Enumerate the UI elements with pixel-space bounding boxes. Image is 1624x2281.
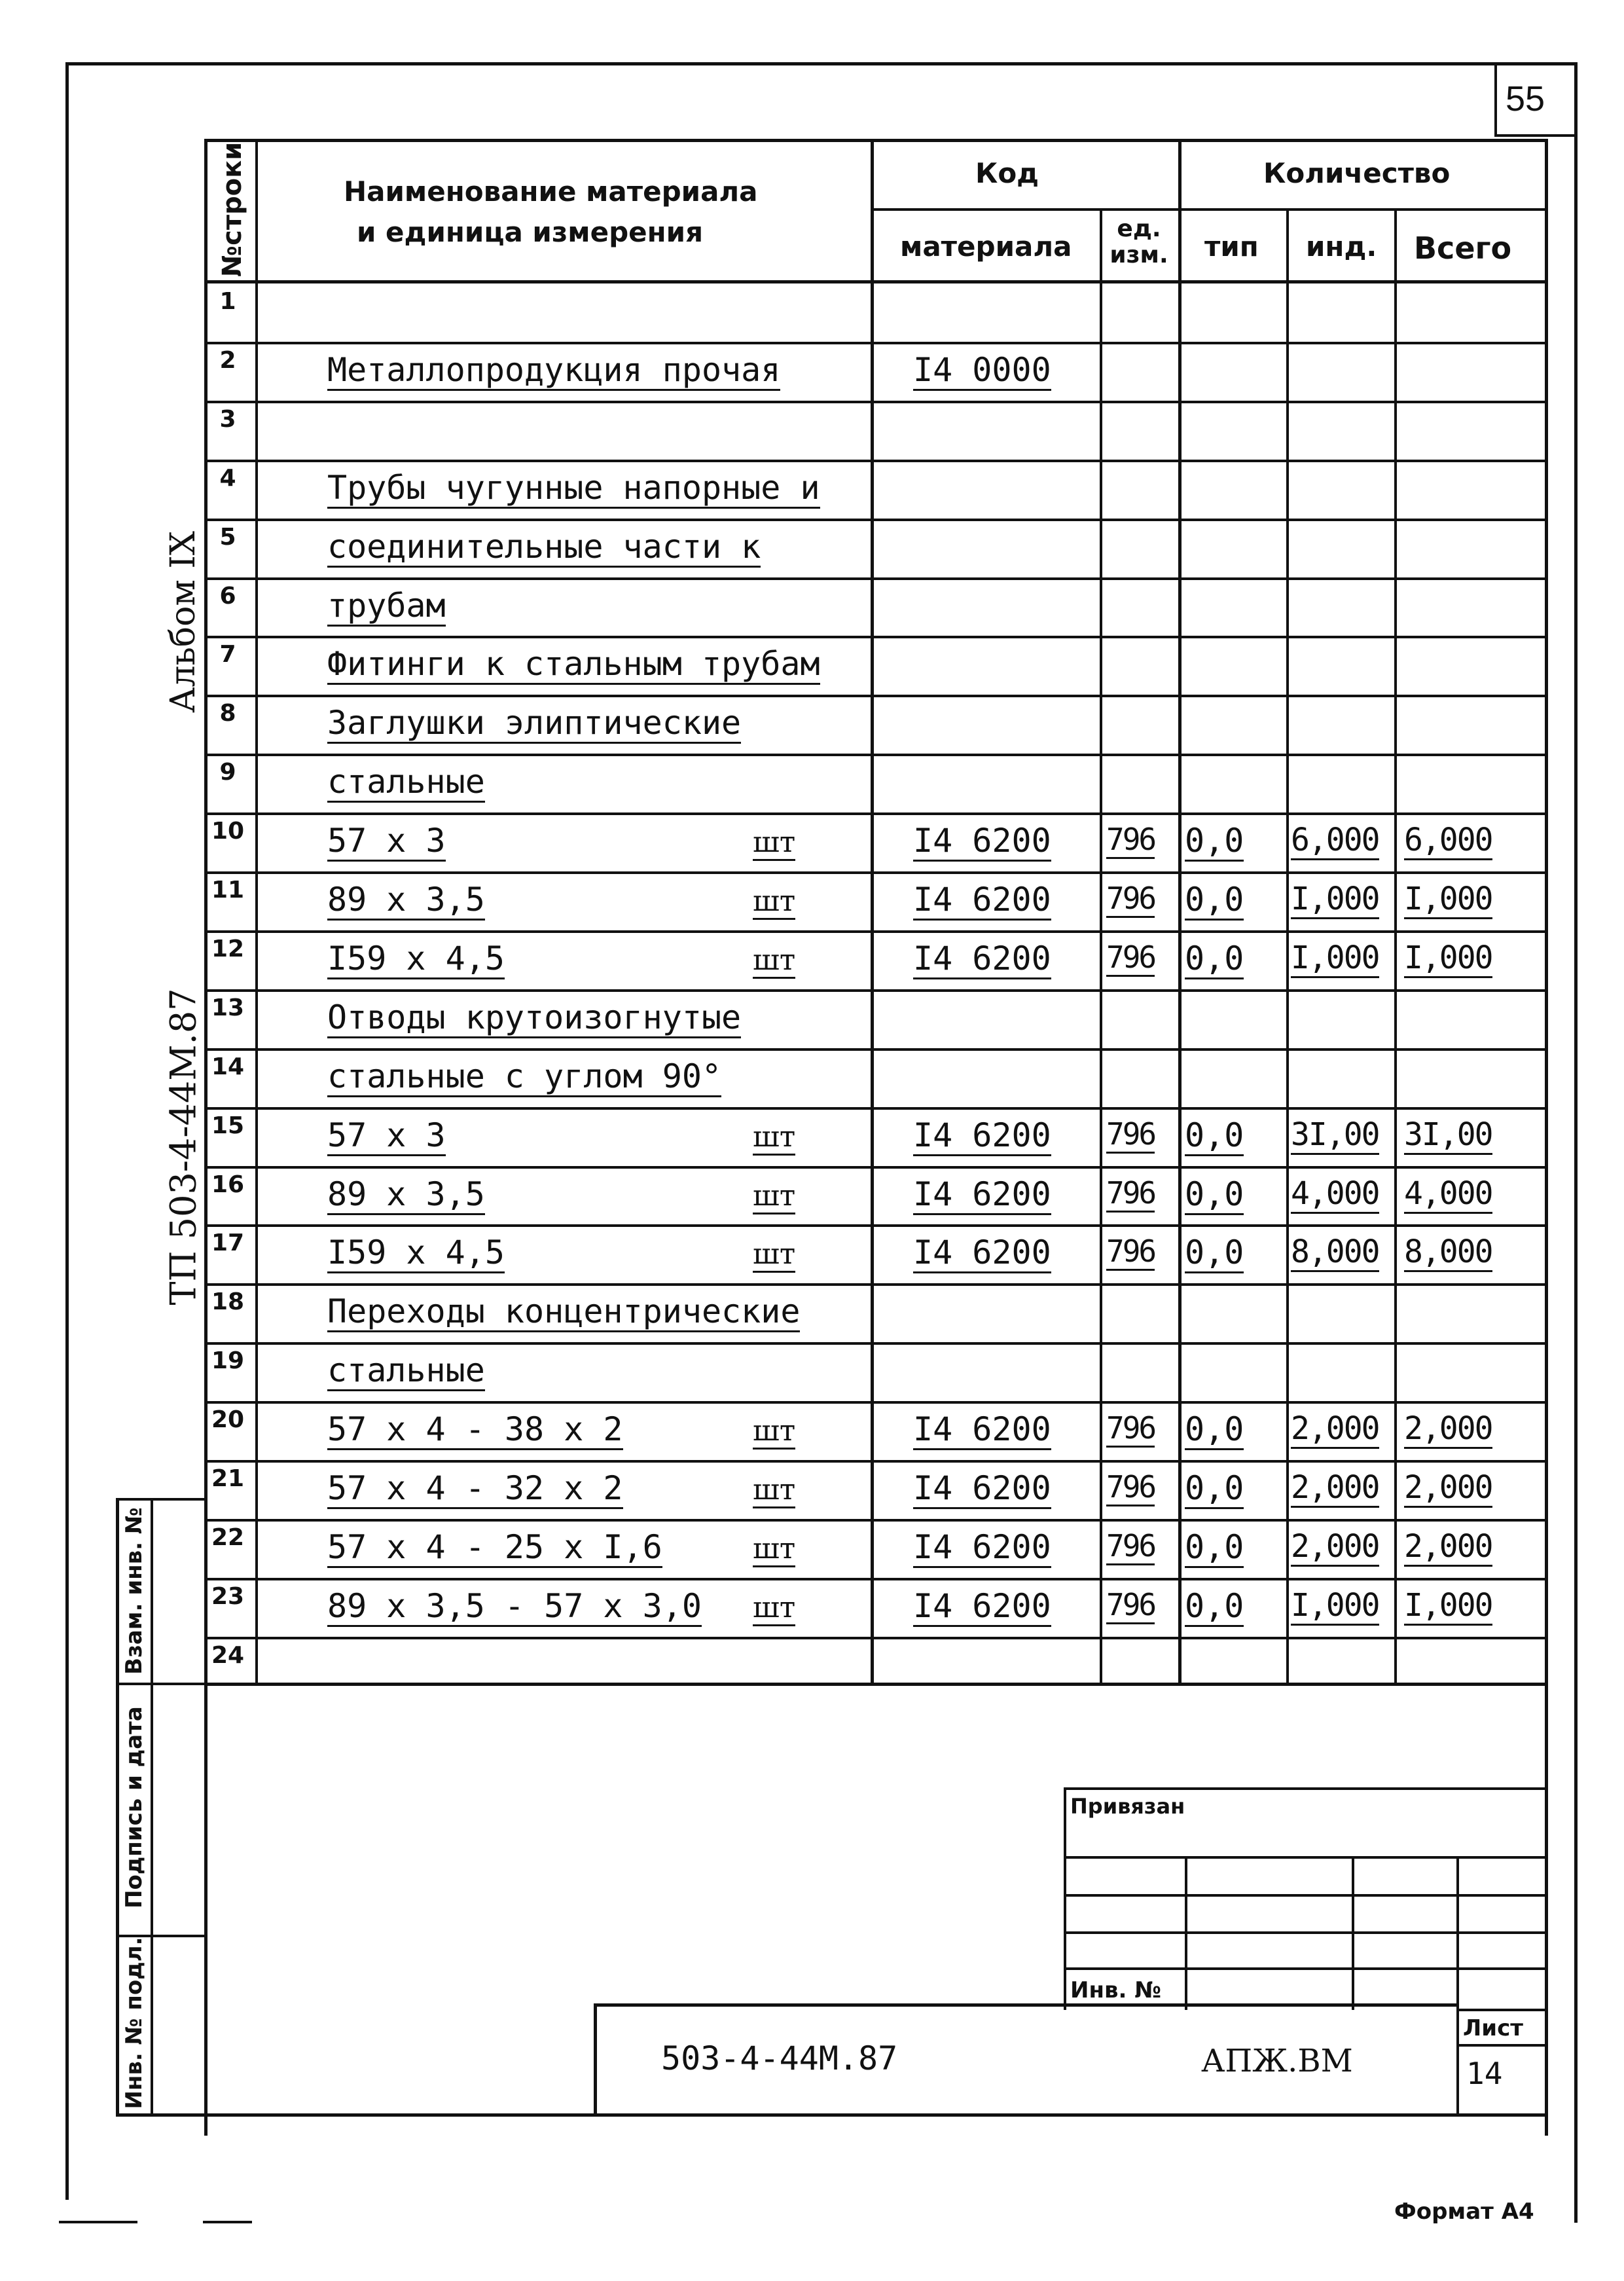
row-ind: 2,000	[1291, 1410, 1379, 1449]
row-name: Переходы концентрические	[327, 1292, 800, 1332]
row-name: стальные	[327, 1351, 485, 1391]
row-separator	[204, 989, 1547, 992]
row-separator	[204, 695, 1547, 697]
row-number: 20	[211, 1406, 245, 1433]
row-unit-code: 796	[1106, 1116, 1155, 1154]
row-code: I4 6200	[913, 1116, 1051, 1156]
row-unit-name: шт	[753, 1414, 795, 1450]
row-unit-code: 796	[1106, 1175, 1155, 1213]
row-unit-name: шт	[753, 1179, 795, 1214]
bottom-dash-1	[59, 2221, 137, 2223]
row-total: 8,000	[1404, 1233, 1492, 1272]
header-unit: ед. изм.	[1110, 215, 1168, 268]
row-number: 6	[219, 583, 236, 610]
col-ind-right	[1394, 208, 1397, 1684]
row-unit-name: шт	[753, 885, 795, 920]
row-number: 15	[211, 1112, 245, 1139]
sheet-label-sep	[1456, 2044, 1548, 2047]
row-ind: 6,000	[1291, 822, 1379, 860]
row-separator	[204, 519, 1547, 521]
mark: АПЖ.ВМ	[1201, 2043, 1353, 2079]
header-bottom	[204, 280, 1547, 283]
row-number: 5	[219, 524, 236, 551]
project-code-side: ТП 503-4-44М.87	[162, 988, 204, 1305]
row-name: 57 x 4 - 38 x 2	[327, 1410, 623, 1450]
row-name: Отводы крутоизогнутые	[327, 998, 741, 1038]
row-unit-name: шт	[753, 1532, 795, 1567]
row-total: 2,000	[1404, 1410, 1492, 1449]
row-type: 0,0	[1185, 940, 1244, 979]
row-number: 2	[219, 347, 236, 374]
row-unit-code: 796	[1106, 881, 1155, 918]
row-type: 0,0	[1185, 1469, 1244, 1509]
inv-label: Инв. № подл.	[121, 1937, 147, 2109]
row-number: 21	[211, 1465, 245, 1492]
col-table-right	[1545, 139, 1548, 2136]
row-code: I4 6200	[913, 940, 1051, 979]
row-number: 8	[219, 700, 236, 727]
sheet-label: Лист	[1463, 2015, 1523, 2041]
row-code: I4 6200	[913, 822, 1051, 862]
row-number: 11	[211, 877, 245, 903]
row-code: I4 6200	[913, 1233, 1051, 1273]
header-total: Всего	[1414, 230, 1512, 266]
row-code: I4 6200	[913, 1469, 1051, 1509]
tb-row2	[1064, 1894, 1548, 1897]
strip-bottom	[116, 2113, 1548, 2117]
header-ind: инд.	[1306, 230, 1377, 263]
tb-row3	[1064, 1931, 1548, 1934]
row-ind: 2,000	[1291, 1528, 1379, 1567]
row-number: 22	[211, 1524, 245, 1551]
row-number: 4	[219, 465, 236, 492]
col-material-right	[1100, 208, 1102, 1684]
row-name: Металлопродукция прочая	[327, 351, 780, 391]
header-code: Код	[975, 157, 1039, 189]
row-name: Фитинги к стальным трубам	[327, 645, 820, 685]
bottom-dash-2	[203, 2221, 252, 2223]
row-ind: 2,000	[1291, 1469, 1379, 1508]
row-separator	[204, 1460, 1547, 1463]
page-box-left	[1494, 62, 1497, 136]
row-number: 10	[211, 818, 245, 845]
col-type-right	[1286, 208, 1289, 1684]
strip-mid	[151, 1499, 153, 2115]
row-separator	[204, 1519, 1547, 1522]
row-separator	[204, 812, 1547, 815]
row-type: 0,0	[1185, 822, 1244, 862]
row-separator	[204, 460, 1547, 462]
tb-col2	[1352, 1856, 1354, 2010]
row-unit-code: 796	[1106, 822, 1155, 859]
row-separator	[204, 871, 1547, 874]
row-name: 89 x 3,5 - 57 x 3,0	[327, 1587, 702, 1627]
privyazan-label: Привязан	[1070, 1794, 1185, 1819]
row-code: I4 6200	[913, 1410, 1051, 1450]
main-stamp-top-right	[1456, 2009, 1548, 2011]
row-name: 57 x 4 - 25 x I,6	[327, 1528, 662, 1568]
header-type: тип	[1204, 230, 1259, 263]
tb-col1	[1185, 1856, 1187, 2010]
row-ind: 4,000	[1291, 1175, 1379, 1214]
format-label: Формат А4	[1394, 2199, 1534, 2225]
row-code: I4 6200	[913, 1587, 1051, 1627]
row-ind: I,000	[1291, 940, 1379, 978]
row-ind: 3I,00	[1291, 1116, 1379, 1155]
inv-no-label: Инв. №	[1070, 1977, 1162, 2003]
strip-left	[116, 1499, 119, 2115]
row-code: I4 6200	[913, 1528, 1051, 1568]
row-unit-code: 796	[1106, 1233, 1155, 1271]
row-total: I,000	[1404, 940, 1492, 978]
row-separator	[204, 1578, 1547, 1580]
row-unit-code: 796	[1106, 940, 1155, 977]
col-left	[204, 139, 208, 2136]
row-number: 17	[211, 1230, 245, 1256]
row-unit-name: шт	[753, 826, 795, 861]
row-name: стальные	[327, 763, 485, 803]
row-total: 2,000	[1404, 1469, 1492, 1508]
row-total: I,000	[1404, 1587, 1492, 1626]
col-name-right	[871, 139, 874, 1684]
header-material: материала	[900, 230, 1072, 263]
header-name-line2: и единица измерения	[357, 216, 704, 248]
row-name: 57 x 3	[327, 822, 446, 862]
row-type: 0,0	[1185, 1116, 1244, 1156]
row-separator	[204, 577, 1547, 580]
frame-top	[65, 62, 1578, 65]
page-number: 55	[1506, 79, 1545, 119]
row-total: I,000	[1404, 881, 1492, 919]
row-name: I59 x 4,5	[327, 940, 505, 979]
table-top	[204, 139, 1547, 142]
row-code: I4 0000	[913, 351, 1051, 391]
row-ind: 8,000	[1291, 1233, 1379, 1272]
row-code: I4 6200	[913, 881, 1051, 921]
row-type: 0,0	[1185, 1175, 1244, 1215]
row-unit-name: шт	[753, 943, 795, 979]
row-type: 0,0	[1185, 881, 1244, 921]
row-separator	[204, 342, 1547, 344]
header-mid	[871, 208, 1547, 211]
header-name-line1: Наименование материала	[344, 175, 758, 208]
row-type: 0,0	[1185, 1410, 1244, 1450]
row-unit-code: 796	[1106, 1528, 1155, 1565]
main-stamp-left	[594, 2003, 597, 2116]
header-row-no: №строки	[217, 141, 247, 277]
row-separator	[204, 1401, 1547, 1404]
page-box-bottom	[1494, 134, 1578, 137]
row-unit-name: шт	[753, 1591, 795, 1626]
row-number: 12	[211, 936, 245, 962]
row-name: I59 x 4,5	[327, 1233, 505, 1273]
doc-code: 503-4-44М.87	[661, 2039, 898, 2077]
col-code-right	[1178, 139, 1182, 1684]
row-type: 0,0	[1185, 1528, 1244, 1568]
row-type: 0,0	[1185, 1233, 1244, 1273]
tb-left	[1064, 1787, 1066, 2010]
row-separator	[204, 1166, 1547, 1169]
row-unit-code: 796	[1106, 1410, 1155, 1448]
tb-top	[1064, 1787, 1548, 1790]
row-name: Трубы чугунные напорные и	[327, 469, 820, 509]
row-number: 7	[219, 641, 236, 668]
row-name: Заглушки элиптические	[327, 704, 741, 744]
row-total: 2,000	[1404, 1528, 1492, 1567]
row-separator	[204, 1224, 1547, 1227]
row-separator	[204, 930, 1547, 933]
row-separator	[204, 401, 1547, 403]
album-label: Альбом IX	[164, 531, 203, 713]
row-name: соединительные части к	[327, 528, 761, 568]
row-separator	[204, 1107, 1547, 1110]
row-unit-name: шт	[753, 1120, 795, 1156]
row-separator	[204, 1637, 1547, 1639]
row-number: 9	[219, 759, 236, 786]
frame-left	[65, 62, 69, 2200]
row-name: 89 x 3,5	[327, 1175, 485, 1215]
frame-right	[1574, 62, 1578, 2223]
header-quantity: Количество	[1263, 157, 1451, 189]
table-bottom	[204, 1683, 1547, 1686]
row-name: трубам	[327, 587, 446, 627]
tb-row1	[1064, 1856, 1548, 1859]
tb-row4	[1064, 1967, 1548, 1970]
row-unit-code: 796	[1106, 1469, 1155, 1506]
row-name: 57 x 4 - 32 x 2	[327, 1469, 623, 1509]
row-ind: I,000	[1291, 881, 1379, 919]
tb-col3	[1456, 1856, 1459, 2115]
row-separator	[204, 1283, 1547, 1286]
row-number: 14	[211, 1053, 245, 1080]
main-stamp-top	[594, 2003, 1458, 2007]
row-separator	[204, 754, 1547, 756]
row-number: 13	[211, 995, 245, 1021]
row-number: 3	[219, 406, 236, 433]
row-number: 18	[211, 1288, 245, 1315]
row-separator	[204, 1342, 1547, 1345]
row-number: 19	[211, 1347, 245, 1374]
row-total: 3I,00	[1404, 1116, 1492, 1155]
row-total: 4,000	[1404, 1175, 1492, 1214]
row-number: 1	[219, 288, 236, 315]
row-separator	[204, 636, 1547, 638]
row-separator	[204, 1048, 1547, 1051]
row-total: 6,000	[1404, 822, 1492, 860]
podpis-label: Подпись и дата	[121, 1706, 147, 1908]
row-unit-name: шт	[753, 1473, 795, 1508]
row-unit-name: шт	[753, 1237, 795, 1273]
col-rownum-right	[255, 139, 258, 1684]
row-name: 57 x 3	[327, 1116, 446, 1156]
row-unit-code: 796	[1106, 1587, 1155, 1624]
row-ind: I,000	[1291, 1587, 1379, 1626]
row-name: стальные с углом 90°	[327, 1057, 721, 1097]
sheet-number: 14	[1466, 2056, 1503, 2091]
row-number: 16	[211, 1171, 245, 1198]
row-type: 0,0	[1185, 1587, 1244, 1627]
row-number: 24	[211, 1642, 245, 1669]
vzam-label: Взам. инв. №	[121, 1507, 147, 1675]
row-code: I4 6200	[913, 1175, 1051, 1215]
row-name: 89 x 3,5	[327, 881, 485, 921]
row-number: 23	[211, 1583, 245, 1610]
